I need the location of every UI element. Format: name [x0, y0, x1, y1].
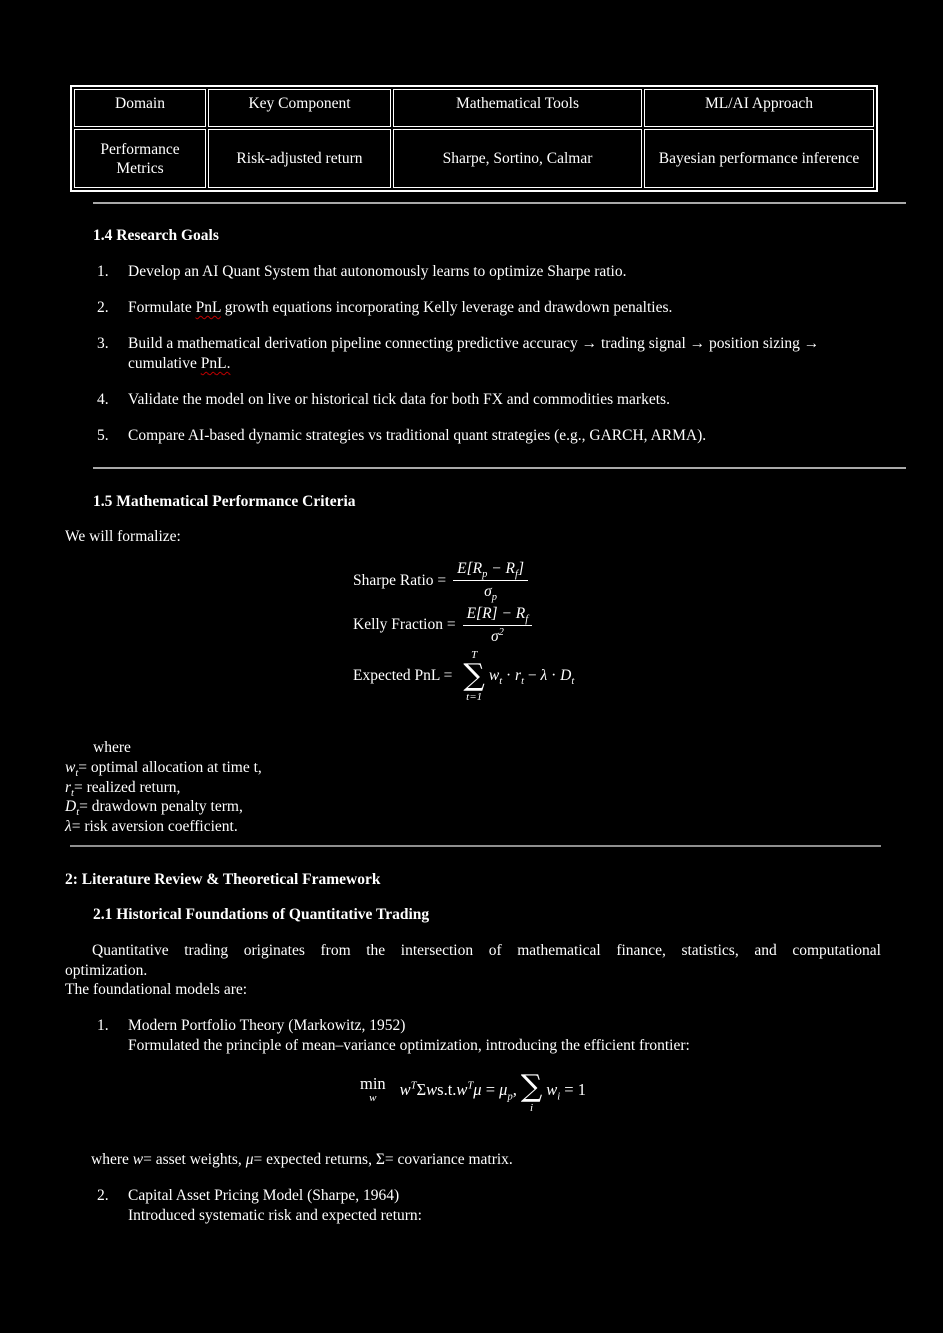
- equation-block: [353, 558, 574, 705]
- header-cell-math-tools: Mathematical Tools: [393, 89, 642, 127]
- where-text: = optimal allocation at time t,: [78, 759, 262, 776]
- where-item: [65, 817, 262, 837]
- list-text: [128, 1016, 881, 1056]
- min-label: min: [360, 1074, 386, 1093]
- math-operator: =: [481, 1080, 500, 1099]
- equation-label: Kelly Fraction =: [353, 616, 456, 633]
- math-term: ]: [517, 560, 524, 577]
- horizontal-rule-2: [93, 467, 906, 469]
- horizontal-rule-3: [70, 845, 881, 847]
- cell-ml-ai-value: Bayesian performance inference: [644, 129, 874, 188]
- goal-item-5: [65, 426, 881, 446]
- math-term: E[R: [457, 560, 483, 577]
- math-sub: t: [499, 676, 503, 688]
- goal-item-1: [65, 262, 881, 282]
- summation: [520, 1069, 543, 1114]
- table-header-row: [74, 89, 874, 127]
- math-term: Σ: [375, 1151, 385, 1168]
- math-sub: f: [515, 569, 518, 581]
- math-term: μ: [245, 1151, 254, 1168]
- section-1-4-heading: 1.4 Research Goals: [93, 227, 219, 244]
- math-sub: t: [76, 807, 80, 819]
- math-term: E[R] − R: [466, 604, 526, 622]
- math-term: σ: [490, 627, 499, 645]
- where-text: = risk aversion coefficient.: [71, 818, 238, 836]
- math-sub: f: [525, 613, 529, 625]
- sum-lower-limit: i: [529, 1102, 534, 1114]
- math-term: w: [426, 1080, 438, 1099]
- math-operator: ·: [502, 667, 516, 684]
- math-term: w: [488, 667, 500, 684]
- caption-text: = expected returns,: [253, 1151, 376, 1168]
- lit-title: Modern Portfolio Theory (Markowitz, 1952): [128, 1017, 406, 1034]
- mpt-body: [399, 1080, 517, 1103]
- math-term: μ: [473, 1080, 482, 1099]
- math-sub: t: [71, 787, 74, 799]
- cell-key-component-value: Risk-adjusted return: [208, 129, 391, 188]
- formalize-intro: We will formalize:: [65, 528, 181, 545]
- section-2-1-heading: 2.1 Historical Foundations of Quantitative Trading: [93, 906, 430, 923]
- list-number: 1.: [97, 1017, 109, 1034]
- math-operator: = 1: [560, 1080, 586, 1099]
- math-term: D: [560, 667, 572, 684]
- math-term: r: [515, 667, 522, 684]
- math-term: λ: [65, 818, 72, 836]
- math-sub: t: [75, 768, 79, 780]
- horizontal-rule-1: [93, 202, 906, 204]
- section-1-5-heading: 1.5 Mathematical Performance Criteria: [93, 493, 356, 510]
- cell-domain-value: Performance Metrics: [74, 129, 206, 188]
- goal-number: 4.: [97, 391, 109, 408]
- where-definitions: [65, 758, 262, 837]
- math-sup: 2: [498, 626, 504, 638]
- goal-item-4: [65, 390, 881, 410]
- math-sub: i: [557, 1091, 561, 1103]
- research-goals-list: [65, 262, 881, 462]
- min-sub: w: [369, 1092, 377, 1104]
- sigma-icon: ∑: [520, 1069, 543, 1104]
- where-lead: where: [93, 739, 131, 756]
- math-sub: p: [507, 1091, 513, 1103]
- math-sup: T: [410, 1080, 417, 1092]
- equation-kelly: [353, 603, 574, 647]
- math-term: D: [65, 798, 77, 816]
- goal-number: 3.: [97, 335, 109, 352]
- math-term: σ: [484, 583, 492, 600]
- math-term: w: [65, 759, 76, 776]
- goal-text: Develop an AI Quant System that autonomously learns to optimize Sharpe ratio.: [128, 263, 627, 280]
- paragraph-line-3: The foundational models are:: [65, 981, 248, 998]
- min-operator: [360, 1076, 386, 1104]
- math-sub: t: [521, 676, 524, 688]
- section-2-heading: 2: Literature Review & Theoretical Framework: [65, 871, 381, 888]
- math-term: − R: [487, 560, 516, 577]
- goal-number: 2.: [97, 299, 109, 316]
- goal-number: 5.: [97, 427, 109, 444]
- goal-text-post: growth equations incorporating Kelly leverage and drawdown penalties.: [220, 299, 673, 316]
- caption-text: = asset weights,: [143, 1151, 246, 1168]
- math-term: w: [399, 1080, 411, 1099]
- lit-title: Capital Asset Pricing Model (Sharpe, 1964): [128, 1187, 400, 1204]
- equation-pnl: [353, 647, 574, 705]
- goal-text-line1: Build a mathematical derivation pipeline connecting predictive accuracy → trading signal → position sizing →: [128, 335, 820, 352]
- math-sup: T: [467, 1080, 474, 1092]
- fraction: [453, 560, 528, 604]
- math-term: w: [132, 1151, 144, 1168]
- math-comma: ,: [512, 1080, 517, 1099]
- cell-math-tools-value: Sharpe, Sortino, Calmar: [393, 129, 642, 188]
- header-cell-ml-ai: ML/AI Approach: [644, 89, 874, 127]
- equation-label: Expected PnL =: [353, 667, 453, 684]
- goal-text: Validate the model on live or historical tick data for both FX and commodities markets.: [128, 391, 670, 408]
- misspelled-word: PnL.: [200, 355, 231, 372]
- goal-text-line2: cumulative: [128, 355, 201, 372]
- sigma-icon: ∑: [463, 657, 485, 693]
- math-sub: p: [482, 569, 488, 581]
- lit-desc: Introduced systematic risk and expected return:: [128, 1207, 422, 1224]
- math-term: μ: [499, 1080, 508, 1099]
- goal-text-pre: Formulate: [128, 299, 196, 316]
- goal-number: 1.: [97, 263, 109, 280]
- math-term: λ: [540, 667, 548, 684]
- goal-text: [128, 334, 881, 374]
- list-number: 2.: [97, 1187, 109, 1204]
- literature-item-2: [65, 1186, 881, 1226]
- math-operator: −: [524, 667, 541, 684]
- paragraph-line-2: optimization.: [65, 962, 148, 979]
- math-sub: t: [571, 676, 575, 688]
- math-sub: p: [491, 592, 498, 604]
- math-term: w: [456, 1080, 468, 1099]
- where-item: [65, 758, 262, 778]
- header-cell-domain: Domain: [74, 89, 206, 127]
- misspelled-word: PnL: [195, 299, 221, 316]
- paragraph-line-1: Quantitative trading originates from the intersection of mathematical finance, statistics, and computational: [92, 942, 881, 959]
- summation: [463, 650, 484, 703]
- fraction: [463, 605, 533, 646]
- caption-text: where: [91, 1151, 133, 1168]
- subject-to: s.t.: [437, 1080, 457, 1099]
- goal-text: [128, 298, 881, 318]
- goal-item-3: [65, 334, 881, 374]
- lit-desc: Formulated the principle of mean–variance optimization, introducing the efficient frontier:: [128, 1037, 690, 1054]
- equation-label: Sharpe Ratio =: [353, 571, 447, 589]
- mpt-constraint: [546, 1080, 586, 1103]
- goal-text: Compare AI-based dynamic strategies vs traditional quant strategies (e.g., GARCH, ARMA).: [128, 427, 707, 444]
- goal-item-2: [65, 298, 881, 318]
- where-item: [65, 778, 262, 798]
- equation-sharpe: [353, 558, 574, 603]
- list-text: [128, 1186, 881, 1226]
- literature-item-1: [65, 1016, 881, 1056]
- math-term: Σ: [416, 1080, 427, 1099]
- equation-mpt: [65, 1062, 881, 1118]
- where-item: [65, 797, 262, 817]
- sum-lower-limit: t=1: [466, 690, 483, 703]
- caption-text: = covariance matrix.: [384, 1151, 513, 1168]
- performance-table: [70, 85, 878, 192]
- math-term: w: [546, 1080, 558, 1099]
- pnl-body: [488, 667, 575, 688]
- math-term: r: [65, 778, 72, 796]
- math-operator: ·: [547, 667, 561, 684]
- sum-upper-limit: T: [471, 648, 478, 661]
- where-text: = drawdown penalty term,: [79, 798, 243, 816]
- where-text: = realized return,: [73, 778, 181, 796]
- mpt-where-caption: [91, 1151, 513, 1169]
- header-cell-key-component: Key Component: [208, 89, 391, 127]
- table-row: [74, 129, 874, 188]
